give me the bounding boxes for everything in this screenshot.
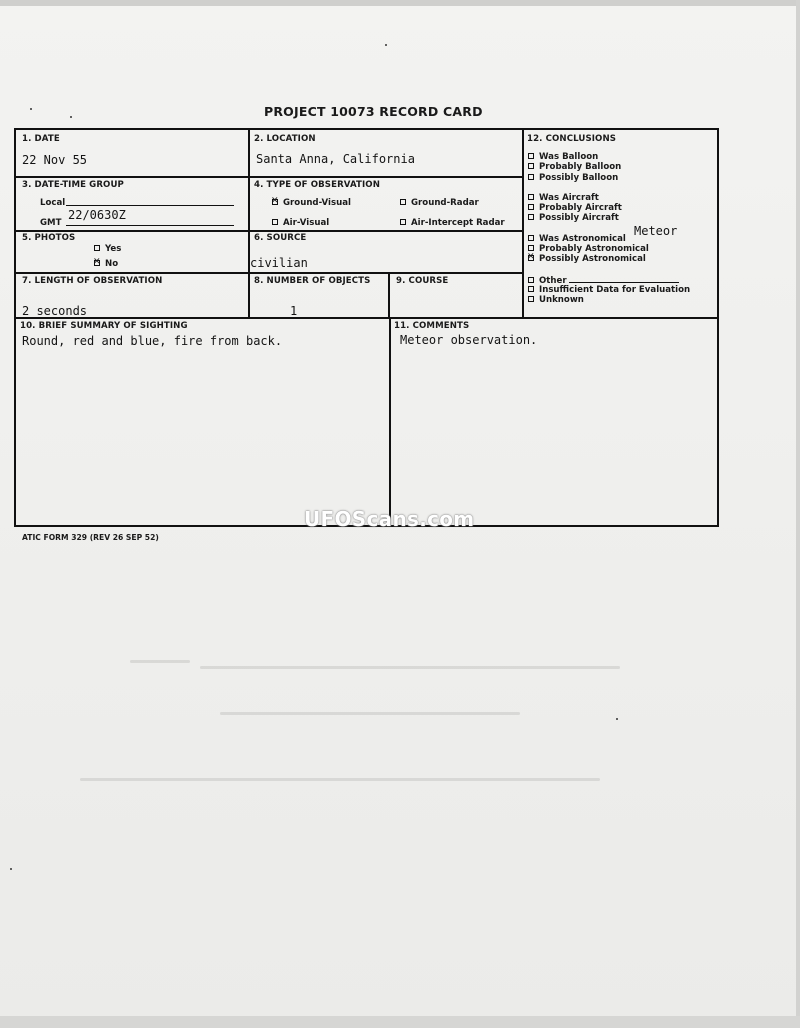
length-label: 7. LENGTH OF OBSERVATION [22,276,163,286]
checkbox-checked-icon [528,255,534,261]
conclusion-unknown[interactable]: Unknown [528,295,690,305]
local-underline [66,205,234,206]
location-value: Santa Anna, California [256,152,415,166]
checkbox-icon [528,235,534,241]
checkbox-checked-icon [94,260,100,266]
divider [16,230,523,232]
card-title: PROJECT 10073 RECORD CARD [264,104,483,119]
other-underline [569,275,679,283]
checkbox-icon [94,245,100,251]
checkbox-icon [528,163,534,169]
scan-speck [385,44,387,46]
conclusion-probably-balloon[interactable]: Probably Balloon [528,162,690,172]
divider [16,317,718,319]
source-label: 6. SOURCE [254,233,307,243]
conclusions-label: 12. CONCLUSIONS [527,134,617,144]
checkbox-icon [528,214,534,220]
summary-value: Round, red and blue, fire from back. [22,334,283,348]
conclusion-probably-aircraft[interactable]: Probably Aircraft [528,203,690,213]
conclusion-note: Meteor [634,224,678,238]
gmt-value: 22/0630Z [68,208,126,222]
divider [388,272,390,318]
conclusion-was-aircraft[interactable]: Was Aircraft [528,193,690,203]
conclusion-insufficient-data[interactable]: Insufficient Data for Evaluation [528,285,690,295]
conclusion-probably-astronomical[interactable]: Probably Astronomical [528,244,690,254]
divider [16,176,523,178]
checkbox-icon [528,194,534,200]
conclusion-possibly-astronomical[interactable]: ✕Possibly Astronomical [528,254,690,264]
photos-no[interactable]: ✕No [94,259,118,269]
local-label: Local [40,198,66,208]
scan-speck [30,108,32,110]
location-label: 2. LOCATION [254,134,316,144]
checkbox-icon [528,277,534,283]
scan-smudge [80,778,600,781]
scan-smudge [130,660,190,663]
date-label: 1. DATE [22,134,60,144]
type-air-visual[interactable]: Air-Visual [272,218,329,228]
checkbox-icon [528,286,534,292]
length-value: 2 seconds [22,304,88,318]
course-label: 9. COURSE [396,276,449,286]
photos-yes[interactable]: Yes [94,244,121,254]
checkbox-icon [528,174,534,180]
conclusion-other[interactable]: Other [528,275,690,285]
checkbox-icon [400,219,406,225]
type-ground-visual[interactable]: ✕Ground-Visual [272,198,351,208]
scan-edge-right [796,0,800,1028]
conclusion-possibly-balloon[interactable]: Possibly Balloon [528,173,690,183]
comments-label: 11. COMMENTS [394,321,470,331]
checkbox-checked-icon [272,199,278,205]
comments-value: Meteor observation. [400,333,538,347]
source-value: civilian [250,256,308,270]
gmt-underline [66,225,234,226]
checkbox-icon [528,153,534,159]
checkbox-icon [400,199,406,205]
divider [16,272,523,274]
type-label: 4. TYPE OF OBSERVATION [254,180,380,190]
num-objects-label: 8. NUMBER OF OBJECTS [254,276,371,286]
conclusion-possibly-aircraft[interactable]: Possibly Aircraft [528,213,690,223]
date-value: 22 Nov 55 [22,153,88,167]
type-air-intercept-radar[interactable]: Air-Intercept Radar [400,218,505,228]
divider [522,130,524,318]
divider [389,318,391,526]
conclusion-was-astronomical[interactable]: Was Astronomical [528,234,690,244]
conclusion-was-balloon[interactable]: Was Balloon [528,152,690,162]
num-objects-value: 1 [290,304,298,318]
scan-edge-bottom [0,1016,800,1028]
scan-smudge [220,712,520,715]
photos-label: 5. PHOTOS [22,233,76,243]
scan-smudge [200,666,620,669]
gmt-label: GMT [40,218,62,228]
form-number: ATIC FORM 329 (REV 26 SEP 52) [22,533,159,542]
summary-label: 10. BRIEF SUMMARY OF SIGHTING [20,321,188,331]
checkbox-icon [528,204,534,210]
watermark: UFOScans.com [304,507,475,531]
checkbox-icon [528,245,534,251]
scan-speck [616,718,618,720]
checkbox-icon [272,219,278,225]
scan-speck [10,868,12,870]
dtg-label: 3. DATE-TIME GROUP [22,180,124,190]
type-ground-radar[interactable]: Ground-Radar [400,198,479,208]
scan-speck [70,116,72,118]
checkbox-icon [528,296,534,302]
divider [248,130,250,318]
scan-edge-top [0,0,800,6]
